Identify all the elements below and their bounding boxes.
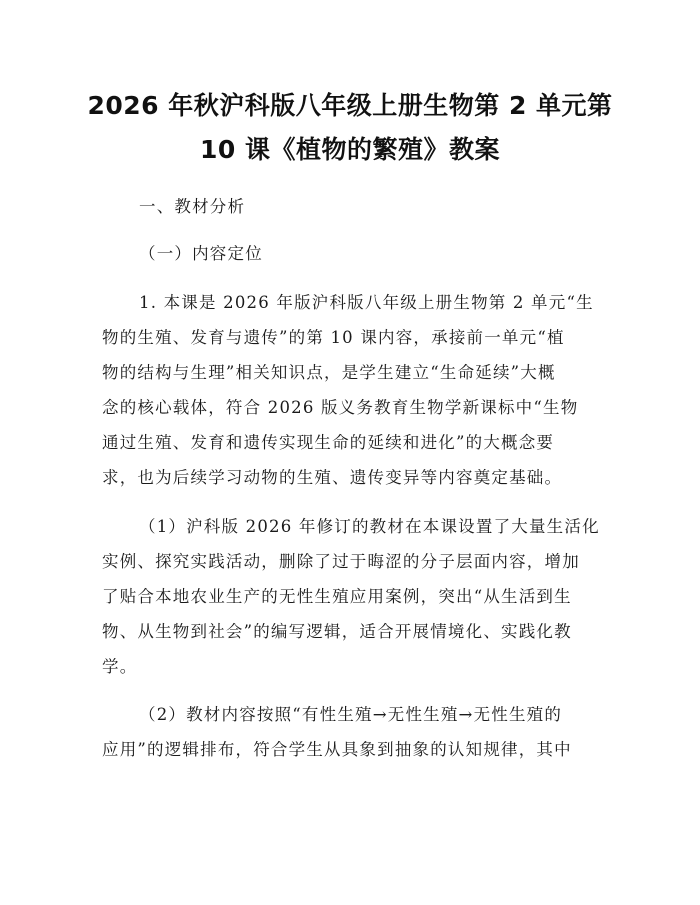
paragraph-2-line-4: 物、从生物到社会”的编写逻辑，适合开展情境化、实践化教 (102, 622, 572, 641)
paragraph-3-line-2: 应用”的逻辑排布，符合学生从具象到抽象的认知规律，其中 (102, 740, 572, 759)
paragraph-1-line-6: 求，也为后续学习动物的生殖、遗传变异等内容奠定基础。 (102, 468, 563, 487)
paragraph-2-line-5: 学。 (102, 657, 138, 676)
paragraph-2-line-3: 了贴合本地农业生产的无性生殖应用案例，突出“从生活到生 (102, 587, 572, 606)
paragraph-2-line-2: 实例、探究实践活动，删除了过于晦涩的分子层面内容，增加 (102, 552, 580, 571)
paragraph-2-line-1: （1）沪科版 2026 年修订的教材在本课设置了大量生活化 (139, 517, 600, 536)
paragraph-1-line-2: 物的生殖、发育与遗传”的第 10 课内容，承接前一单元“植 (102, 328, 565, 347)
document-title-line-2: 10 课《植物的繁殖》教案 (200, 135, 500, 164)
paragraph-1-line-1: 1. 本课是 2026 年版沪科版八年级上册生物第 2 单元“生 (139, 293, 594, 312)
paragraph-1-line-5: 通过生殖、发育和遗传实现生命的延续和进化”的大概念要 (102, 433, 555, 452)
paragraph-1-line-4: 念的核心载体，符合 2026 版义务教育生物学新课标中“生物 (102, 398, 579, 417)
document-title-line-1: 2026 年秋沪科版八年级上册生物第 2 单元第 (87, 91, 613, 120)
paragraph-3-line-1: （2）教材内容按照“有性生殖→无性生殖→无性生殖的 (139, 705, 563, 724)
paragraph-1-line-3: 物的结构与生理”相关知识点，是学生建立“生命延续”大概 (102, 363, 556, 382)
section-heading: 一、教材分析 (139, 197, 246, 216)
subsection-heading: （一）内容定位 (139, 244, 263, 263)
